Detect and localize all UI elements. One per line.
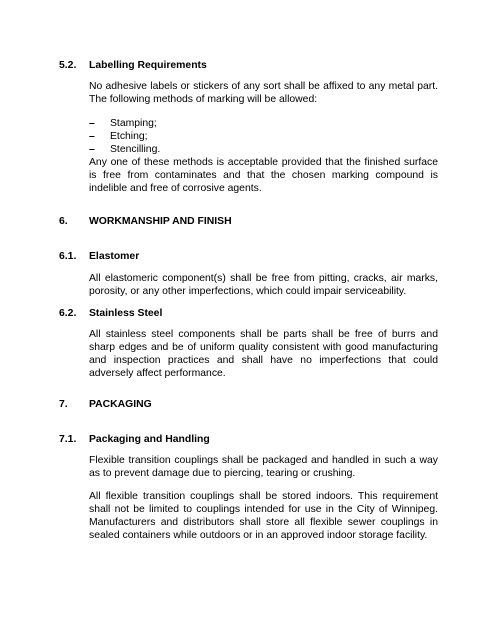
paragraph-elastomer: All elastomeric component(s) shall be free from pitting, cracks, air marks, porosity, or any other imperfections, which could impair serviceability. (89, 273, 438, 297)
section-number: 5.2. (59, 60, 77, 71)
section-number: 6. (59, 216, 68, 227)
list-item-text: Stencilling. (110, 144, 161, 155)
list-item-text: Stamping; (110, 118, 157, 129)
section-number: 6.1. (59, 251, 77, 262)
marking-methods-list (89, 117, 160, 156)
section-title: Packaging and Handling (89, 434, 210, 445)
paragraph-storage: All flexible transition couplings shall be stored indoors. This requirement shall not be limited to couplings intended for use in the City of Winnipeg. Manufacturers and distributors shall store all flexible sewer couplings in sealed containers while outdoors or in an approved indoor storage facility. (89, 491, 438, 541)
section-number: 6.2. (59, 308, 77, 319)
dash-bullet-icon: – (89, 118, 95, 129)
dash-bullet-icon: – (89, 144, 95, 155)
section-title: Elastomer (89, 251, 140, 262)
paragraph-marking-acceptance: Any one of these methods is acceptable provided that the finished surface is free from contaminates and that the chosen marking compound is indelible and free of corrosive agents. (89, 157, 438, 194)
list-item (89, 117, 160, 130)
section-number: 7. (59, 399, 68, 410)
list-item (89, 143, 160, 156)
paragraph-stainless-steel: All stainless steel components shall be parts shall be free of burrs and sharp edges and be of uniform quality consistent with good manufacturing and inspection practices and shall have no imperfections that could adversely affect performance. (89, 329, 438, 379)
dash-bullet-icon: – (89, 131, 95, 142)
paragraph-labels-intro: No adhesive labels or stickers of any sort shall be affixed to any metal part. The following methods of marking will be allowed: (89, 81, 438, 105)
section-title: WORKMANSHIP AND FINISH (89, 216, 232, 227)
section-title: Labelling Requirements (89, 60, 207, 71)
section-title: Stainless Steel (89, 308, 163, 319)
section-title: PACKAGING (89, 399, 152, 410)
list-item-text: Etching; (110, 131, 148, 142)
paragraph-packaging: Flexible transition couplings shall be packaged and handled in such a way as to prevent damage due to piercing, tearing or crushing. (89, 455, 438, 479)
section-number: 7.1. (59, 434, 77, 445)
list-item (89, 130, 160, 143)
